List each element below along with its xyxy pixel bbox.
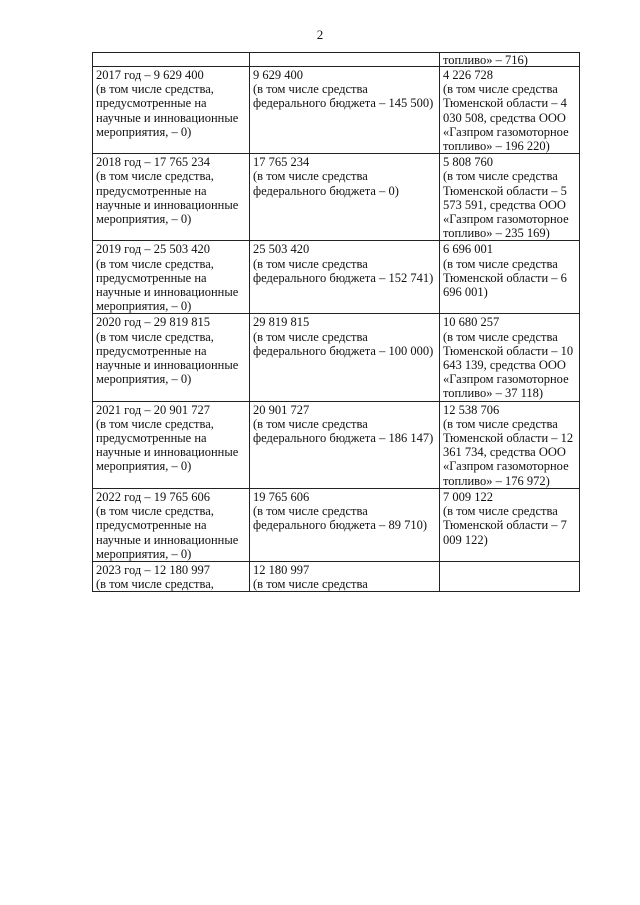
page-number: 2 [316, 27, 324, 42]
federal-note: (в том числе средства [253, 577, 368, 592]
year-total-note: (в том числе средства, предусмотренные на научные и инновационные мероприятия, – 0) [96, 169, 239, 227]
federal-note: (в том числе средства федерального бюджета – 0) [253, 169, 399, 198]
regional-amount: 10 680 257 [443, 315, 500, 330]
regional-amount: 7 009 122 [443, 489, 493, 504]
year-total-cell [93, 314, 250, 401]
year-total-note: (в том числе средства, предусмотренные на научные и инновационные мероприятия, – 0) [96, 416, 239, 474]
table-row-2018 [93, 154, 580, 241]
year-total-note: (в том числе средства, предусмотренные на научные и инновационные мероприятия, – 0) [96, 329, 239, 387]
federal-cell [250, 401, 440, 488]
regional-cell [440, 67, 580, 154]
regional-amount: 4 226 728 [443, 68, 493, 82]
regional-note: (в том числе средства Тюменской области – 12 361 734, средства ООО «Газпром газомоторное топливо» – 176 972) [443, 416, 574, 488]
year-total-note: (в том числе средства, предусмотренные на научные и инновационные мероприятия, – 0) [96, 256, 239, 314]
year-total-cell [93, 561, 250, 591]
regional-cell [440, 561, 580, 591]
year-total-cell [93, 67, 250, 154]
year-total-cell [93, 401, 250, 488]
table-row-2019 [93, 241, 580, 314]
regional-amount: 12 538 706 [443, 402, 500, 417]
regional-note: (в том числе средства Тюменской области – 6 696 001) [443, 256, 567, 300]
year-total: 2018 год – 17 765 234 [96, 155, 210, 170]
federal-note: (в том числе средства федерального бюджета – 186 147) [253, 416, 434, 446]
federal-amount: 12 180 997 [253, 562, 310, 577]
regional-note: (в том числе средства Тюменской области – 7 009 122) [443, 504, 567, 547]
table-row-2020 [93, 314, 580, 401]
federal-cell [250, 488, 440, 561]
cell-text: топливо» – 716) [443, 53, 528, 67]
year-total: 2020 год – 29 819 815 [96, 315, 210, 330]
table-row-continued [93, 53, 580, 67]
regional-cell [440, 401, 580, 488]
regional-note: (в том числе средства Тюменской области – 4 030 508, средства ООО «Газпром газомоторное топливо» – 196 220) [443, 82, 569, 154]
year-total-note: (в том числе средства, [96, 577, 214, 592]
regional-cell [440, 314, 580, 401]
table-row-2023 [93, 561, 580, 591]
federal-cell [250, 561, 440, 591]
regional-note: (в том числе средства Тюменской области – 10 643 139, средства ООО «Газпром газомоторное топливо» – 37 118) [443, 329, 574, 401]
table-cell [93, 53, 250, 67]
year-total-note: (в том числе средства, предусмотренные на научные и инновационные мероприятия, – 0) [96, 82, 239, 139]
year-total-cell [93, 488, 250, 561]
federal-amount: 9 629 400 [253, 68, 303, 82]
federal-note: (в том числе средства федерального бюджета – 89 710) [253, 504, 428, 533]
federal-cell [250, 67, 440, 154]
table-cell [440, 53, 580, 67]
table-row-2017 [93, 67, 580, 154]
federal-cell [250, 154, 440, 241]
federal-amount: 19 765 606 [253, 489, 310, 504]
funding-table [92, 52, 580, 592]
federal-cell [250, 314, 440, 401]
federal-amount: 25 503 420 [253, 242, 310, 257]
federal-note: (в том числе средства федерального бюджета – 152 741) [253, 256, 434, 285]
year-total: 2022 год – 19 765 606 [96, 489, 210, 504]
federal-amount: 17 765 234 [253, 155, 310, 170]
regional-cell [440, 154, 580, 241]
year-total-cell [93, 241, 250, 314]
regional-amount: 5 808 760 [443, 155, 493, 170]
table-row-2022 [93, 488, 580, 561]
table-cell [250, 53, 440, 67]
federal-note: (в том числе средства федерального бюджета – 100 000) [253, 329, 434, 358]
federal-amount: 29 819 815 [253, 315, 310, 330]
year-total: 2017 год – 9 629 400 [96, 68, 204, 82]
regional-cell [440, 241, 580, 314]
federal-amount: 20 901 727 [253, 402, 310, 417]
table-row-2021 [93, 401, 580, 488]
year-total: 2023 год – 12 180 997 [96, 562, 210, 577]
year-total-note: (в том числе средства, предусмотренные на научные и инновационные мероприятия, – 0) [96, 504, 239, 561]
federal-note: (в том числе средства федерального бюджета – 145 500) [253, 82, 434, 111]
year-total: 2021 год – 20 901 727 [96, 402, 210, 417]
federal-cell [250, 241, 440, 314]
regional-amount: 6 696 001 [443, 242, 493, 257]
year-total: 2019 год – 25 503 420 [96, 242, 210, 257]
regional-note: (в том числе средства Тюменской области – 5 573 591, средства ООО «Газпром газомоторное топливо» – 235 169) [443, 169, 569, 241]
year-total-cell [93, 154, 250, 241]
regional-cell [440, 488, 580, 561]
